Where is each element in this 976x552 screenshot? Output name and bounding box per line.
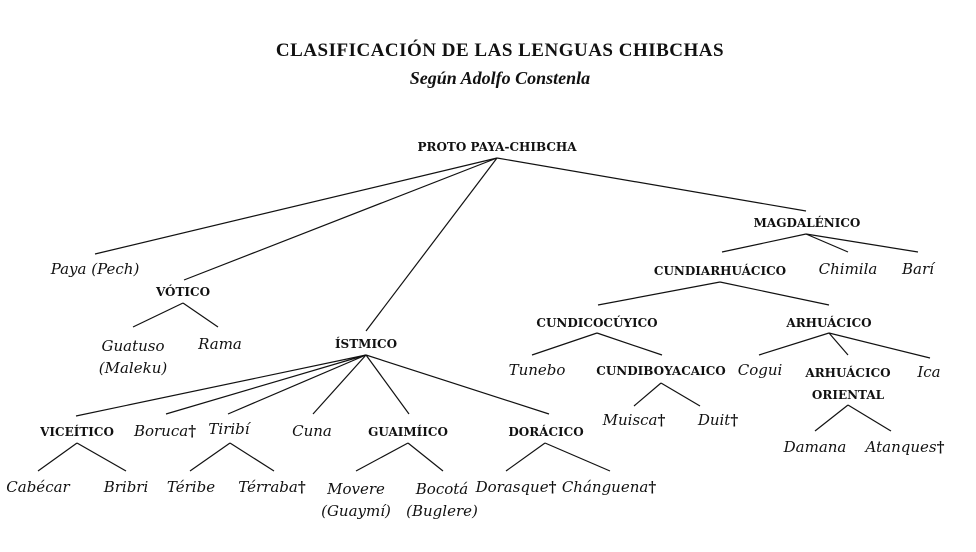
node-arhuacico: ARHUÁCICO bbox=[786, 316, 872, 330]
leaf-bari: Barí bbox=[902, 260, 934, 278]
leaf-dorasque: Dorasque† bbox=[475, 478, 557, 496]
edge-votico-guatuso bbox=[133, 303, 183, 327]
edge-viceitico-cabecar bbox=[38, 443, 77, 471]
leaf-bocota: Bocotá (Buglere) bbox=[406, 480, 478, 520]
node-cundicocuyico: CUNDICOCÚYICO bbox=[536, 316, 658, 330]
extinct-dagger-icon: † bbox=[297, 478, 306, 496]
leaf-muisca: Muisca† bbox=[602, 411, 666, 429]
node-viceitico: VICEÍTICO bbox=[40, 425, 114, 439]
extinct-dagger-icon: † bbox=[188, 422, 197, 440]
extinct-dagger-icon: † bbox=[730, 411, 739, 429]
leaf-cogui: Cogui bbox=[737, 361, 783, 379]
leaf-boruca: Boruca† bbox=[133, 422, 197, 440]
edge-cundicocuyico-cundiboyacaico bbox=[597, 333, 662, 355]
node-arhuacico-oriental: ARHUÁCICO ORIENTAL bbox=[805, 366, 891, 402]
edge-votico-rama bbox=[183, 303, 218, 327]
edge-root-magdalenico bbox=[497, 158, 806, 211]
edge-istmico-guaimiico bbox=[366, 355, 409, 414]
edge-doracico-changuena bbox=[545, 443, 610, 471]
leaf-terraba: Térraba† bbox=[238, 478, 306, 496]
edge-arhuacico-ica bbox=[829, 333, 930, 358]
leaf-tunebo: Tunebo bbox=[508, 361, 566, 379]
leaf-guatuso: Guatuso (Maleku) bbox=[98, 337, 168, 377]
node-cundiboyacaico: CUNDIBOYACAICO bbox=[596, 364, 726, 378]
node-magdalenico: MAGDALÉNICO bbox=[753, 216, 861, 230]
edge-oriental-damana bbox=[815, 405, 848, 431]
leaf-paya: Paya (Pech) bbox=[50, 260, 140, 278]
edge-tiribi-teribe bbox=[190, 443, 230, 471]
edge-root-paya bbox=[95, 158, 497, 254]
edge-magdalenico-chimila bbox=[806, 234, 848, 252]
node-istmico: ÍSTMICO bbox=[334, 337, 398, 351]
leaf-cabecar: Cabécar bbox=[6, 478, 70, 496]
edge-magdalenico-bari bbox=[806, 234, 918, 252]
node-proto-paya-chibcha: PROTO PAYA-CHIBCHA bbox=[417, 140, 577, 154]
edge-arhuacico-cogui bbox=[759, 333, 829, 355]
leaf-cuna: Cuna bbox=[292, 422, 332, 440]
node-votico: VÓTICO bbox=[155, 285, 211, 299]
edge-magdalenico-cundiarhuacico bbox=[722, 234, 806, 252]
edge-cundiarhuacico-arhuacico bbox=[720, 282, 829, 305]
node-cundiarhuacico: CUNDIARHUÁCICO bbox=[653, 264, 787, 278]
edge-arhuacico-oriental bbox=[829, 333, 848, 355]
edge-doracico-dorasque bbox=[506, 443, 545, 471]
node-doracico: DORÁCICO bbox=[508, 425, 584, 439]
extinct-dagger-icon: † bbox=[936, 438, 945, 456]
edge-istmico-boruca bbox=[166, 355, 366, 414]
edge-guaimiico-bocota bbox=[408, 443, 443, 471]
edge-istmico-cuna bbox=[313, 355, 366, 414]
leaf-chimila: Chimila bbox=[818, 260, 878, 278]
leaf-atanques: Atanques† bbox=[865, 438, 945, 456]
extinct-dagger-icon: † bbox=[548, 478, 557, 496]
leaf-duit: Duit† bbox=[697, 411, 739, 429]
leaf-ica: Ica bbox=[917, 363, 941, 381]
diagram-title: CLASIFICACIÓN DE LAS LENGUAS CHIBCHAS bbox=[275, 40, 725, 61]
extinct-dagger-icon: † bbox=[648, 478, 657, 496]
edge-cundiarhuacico-cundicocuyico bbox=[598, 282, 720, 305]
leaf-bribri: Bribri bbox=[103, 478, 149, 496]
edge-root-votico bbox=[184, 158, 497, 280]
edge-istmico-tiribi bbox=[228, 355, 366, 414]
node-guaimiico: GUAIMÍICO bbox=[368, 425, 448, 439]
edge-oriental-atanques bbox=[848, 405, 891, 431]
edge-guaimiico-movere bbox=[356, 443, 408, 471]
edge-tiribi-terraba bbox=[230, 443, 274, 471]
leaf-movere: Movere (Guaymí) bbox=[321, 480, 391, 520]
edge-cundicocuyico-tunebo bbox=[532, 333, 597, 355]
leaf-changuena: Chánguena† bbox=[561, 478, 657, 496]
extinct-dagger-icon: † bbox=[657, 411, 666, 429]
edge-cundiboyacaico-muisca bbox=[634, 383, 661, 406]
diagram-subtitle: Según Adolfo Constenla bbox=[409, 68, 591, 88]
leaf-rama: Rama bbox=[198, 335, 242, 353]
edge-viceitico-bribri bbox=[77, 443, 126, 471]
leaf-teribe: Téribe bbox=[166, 478, 216, 496]
leaf-damana: Damana bbox=[783, 438, 847, 456]
edge-cundiboyacaico-duit bbox=[661, 383, 700, 406]
leaf-tiribi: Tiribí bbox=[208, 420, 250, 438]
